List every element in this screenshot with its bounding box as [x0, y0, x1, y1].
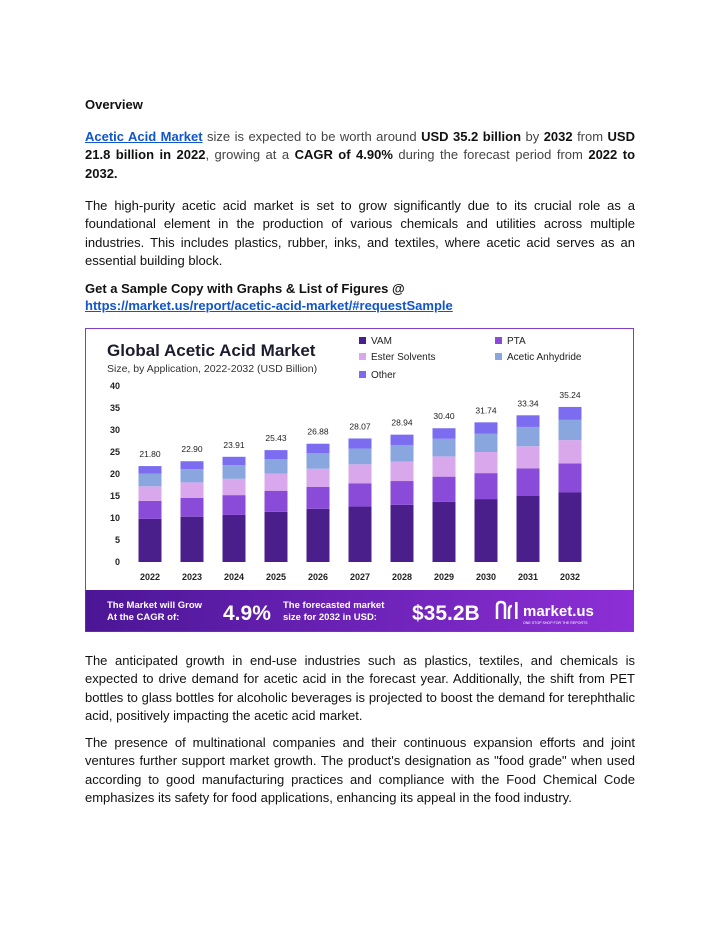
- bar-segment-acetic-anhydride: [391, 445, 414, 462]
- bar-total-label: 31.74: [475, 405, 497, 416]
- brand-tagline: ONE STOP SHOP FOR THE REPORTS: [523, 621, 588, 625]
- bar-segment-vam: [349, 507, 372, 562]
- bar-stack-2027: [349, 438, 372, 562]
- bar-segment-acetic-anhydride: [307, 453, 330, 468]
- bar-stack-2023: [181, 461, 204, 562]
- bar-segment-ester-solvents: [223, 479, 246, 495]
- bar-segment-vam: [475, 499, 498, 562]
- bar-segment-acetic-anhydride: [517, 427, 540, 446]
- bar-segment-pta: [181, 498, 204, 517]
- intro-bold-1: USD 35.2 billion: [421, 129, 522, 144]
- bar-segment-vam: [517, 496, 540, 562]
- forecast-label-line2: size for 2032 in USD:: [283, 612, 377, 623]
- bar-segment-pta: [139, 501, 162, 519]
- intro-paragraph: [85, 128, 635, 183]
- bar-segment-pta: [349, 483, 372, 506]
- intro-text-3: from: [572, 129, 608, 144]
- bar-segment-vam: [559, 492, 582, 562]
- bar-stack-2026: [307, 444, 330, 562]
- intro-bold-5: 2022 to 2032.: [85, 147, 636, 181]
- y-tick-label: 35: [109, 403, 120, 413]
- legend-label: PTA: [507, 336, 526, 347]
- bar-segment-ester-solvents: [517, 446, 540, 468]
- bar-total-label: 22.90: [181, 444, 203, 455]
- x-tick-label: 2030: [475, 572, 497, 582]
- bar-segment-pta: [265, 491, 288, 512]
- bar-segment-acetic-anhydride: [265, 459, 288, 474]
- bar-total-label: 28.07: [349, 421, 371, 432]
- bar-stack-2025: [265, 450, 288, 562]
- x-tick-label: 2025: [265, 572, 287, 582]
- x-tick-label: 2031: [517, 572, 539, 582]
- y-tick-label: 0: [114, 557, 120, 567]
- bar-segment-acetic-anhydride: [559, 420, 582, 440]
- bar-total-label: 26.88: [307, 426, 329, 437]
- x-tick-label: 2032: [559, 572, 581, 582]
- bar-total-label: 30.40: [433, 411, 455, 422]
- bar-segment-other: [307, 444, 330, 454]
- bar-segment-other: [433, 428, 456, 439]
- bar-segment-pta: [559, 463, 582, 492]
- bar-total-label: 28.94: [391, 417, 413, 428]
- market-infographic: [85, 328, 634, 632]
- bar-segment-other: [391, 435, 414, 445]
- bar-segment-other: [475, 422, 498, 433]
- overview-heading: Overview: [85, 97, 143, 112]
- bar-segment-other: [349, 438, 372, 448]
- legend-swatch: [495, 353, 502, 360]
- cagr-label-line2: At the CAGR of:: [107, 612, 180, 623]
- bar-segment-vam: [223, 515, 246, 562]
- bar-segment-acetic-anhydride: [475, 434, 498, 452]
- bar-segment-pta: [517, 468, 540, 496]
- cagr-label-line1: The Market will Grow: [107, 600, 203, 611]
- chart-subtitle: Size, by Application, 2022-2032 (USD Billion): [107, 363, 318, 375]
- y-tick-label: 20: [109, 469, 120, 479]
- bar-segment-ester-solvents: [433, 456, 456, 476]
- bar-segment-other: [223, 457, 246, 465]
- x-tick-label: 2024: [223, 572, 245, 582]
- growth-paragraph: The anticipated growth in end-use industries such as plastics, textiles, and chemicals is expected to drive demand for acetic acid in the forecast year. Additionally, the shift from PET bottles to glass bottles for alcoholic beverages is projected to boost the demand for terephthalic acid, positively impacting the acetic acid market.: [85, 653, 635, 723]
- bar-segment-pta: [307, 487, 330, 509]
- sample-copy-title: Get a Sample Copy with Graphs & List of Figures @: [85, 281, 405, 296]
- legend-swatch: [359, 371, 366, 378]
- chart-title: Global Acetic Acid Market: [107, 341, 316, 360]
- bar-total-label: 33.34: [517, 398, 539, 409]
- intro-text-5: during the forecast period from: [392, 147, 589, 163]
- bar-segment-other: [181, 461, 204, 469]
- cagr-value: 4.9%: [223, 602, 271, 625]
- bar-segment-other: [265, 450, 288, 459]
- bar-segment-ester-solvents: [559, 440, 582, 463]
- bar-segment-ester-solvents: [307, 469, 330, 487]
- bar-stack-2029: [433, 428, 456, 562]
- brand-name: market.us: [523, 603, 594, 620]
- bar-stack-2022: [139, 466, 162, 562]
- legend-label: Other: [371, 370, 397, 381]
- bar-segment-vam: [433, 502, 456, 562]
- bar-segment-acetic-anhydride: [181, 469, 204, 482]
- bar-segment-vam: [391, 505, 414, 562]
- intro-bold-4: CAGR of 4.90%: [294, 147, 393, 163]
- bar-total-label: 21.80: [139, 449, 161, 460]
- intro-text-1: size is expected to be worth around: [202, 129, 422, 144]
- bar-segment-ester-solvents: [391, 462, 414, 481]
- legend-swatch: [359, 337, 366, 344]
- bar-stack-2031: [517, 415, 540, 562]
- bar-segment-acetic-anhydride: [433, 439, 456, 457]
- stacked-bar-chart: [85, 328, 634, 632]
- x-tick-label: 2026: [307, 572, 329, 582]
- multinational-paragraph: The presence of multinational companies and their continuous expansion efforts and joint ventures further support market growth. The product's designation as "food grade" when used according to good manufacturing practices and compliance with the Food Chemical Code emphasizes its safety for food applications, enhancing its appeal in the food industry.: [85, 735, 635, 805]
- bar-segment-ester-solvents: [349, 464, 372, 483]
- x-tick-label: 2022: [139, 572, 161, 582]
- y-tick-label: 30: [109, 425, 120, 435]
- intro-text-2: by: [521, 129, 544, 144]
- legend-swatch: [495, 337, 502, 344]
- bar-stack-2024: [223, 457, 246, 562]
- forecast-value: $35.2B: [412, 602, 480, 625]
- bar-segment-other: [517, 415, 540, 427]
- legend-label: VAM: [371, 336, 392, 347]
- bar-segment-vam: [265, 512, 288, 562]
- y-tick-label: 5: [114, 535, 120, 545]
- x-tick-label: 2023: [181, 572, 203, 582]
- bar-segment-ester-solvents: [181, 482, 204, 497]
- bar-segment-ester-solvents: [475, 452, 498, 473]
- intro-bold-3: USD 21.8 billion in 2022: [85, 129, 635, 163]
- bar-segment-acetic-anhydride: [139, 474, 162, 487]
- x-tick-label: 2029: [433, 572, 455, 582]
- x-tick-label: 2028: [391, 572, 413, 582]
- intro-bold-2: 2032: [543, 129, 573, 144]
- bar-segment-pta: [433, 477, 456, 502]
- bar-segment-other: [139, 466, 162, 473]
- bar-segment-acetic-anhydride: [223, 465, 246, 479]
- y-tick-label: 40: [109, 381, 120, 391]
- bar-segment-vam: [181, 517, 204, 562]
- legend-swatch: [359, 353, 366, 360]
- bar-total-label: 23.91: [223, 439, 245, 450]
- bar-segment-other: [559, 407, 582, 420]
- bar-segment-acetic-anhydride: [349, 448, 372, 464]
- bar-segment-pta: [391, 481, 414, 505]
- bar-stack-2030: [475, 422, 498, 562]
- sample-copy-link[interactable]: https://market.us/report/acetic-acid-market/#requestSample: [85, 298, 453, 313]
- bar-segment-ester-solvents: [139, 486, 162, 501]
- forecast-label-line1: The forecasted market: [283, 600, 385, 611]
- bar-segment-pta: [223, 495, 246, 515]
- legend-label: Ester Solvents: [371, 352, 436, 363]
- intro-text-4: , growing at a: [205, 147, 295, 163]
- purity-paragraph: The high-purity acetic acid market is set to grow significantly due to its crucial role as a foundational element in the production of various chemicals and utilities across multiple industries. This includes plastics, rubber, inks, and textiles, where acetic acid serves as an essential building block.: [85, 198, 635, 268]
- legend-label: Acetic Anhydride: [507, 352, 582, 363]
- bar-segment-ester-solvents: [265, 474, 288, 491]
- bar-segment-vam: [307, 509, 330, 562]
- bar-segment-vam: [139, 519, 162, 562]
- acetic-acid-market-link[interactable]: Acetic Acid Market: [85, 129, 203, 144]
- bar-stack-2032: [559, 407, 582, 562]
- bar-segment-pta: [475, 473, 498, 499]
- bar-stack-2028: [391, 435, 414, 562]
- bar-total-label: 35.24: [559, 389, 581, 400]
- y-tick-label: 25: [109, 447, 120, 457]
- bar-total-label: 25.43: [265, 433, 287, 444]
- y-tick-label: 15: [109, 491, 120, 501]
- x-tick-label: 2027: [349, 572, 371, 582]
- y-tick-label: 10: [109, 513, 120, 523]
